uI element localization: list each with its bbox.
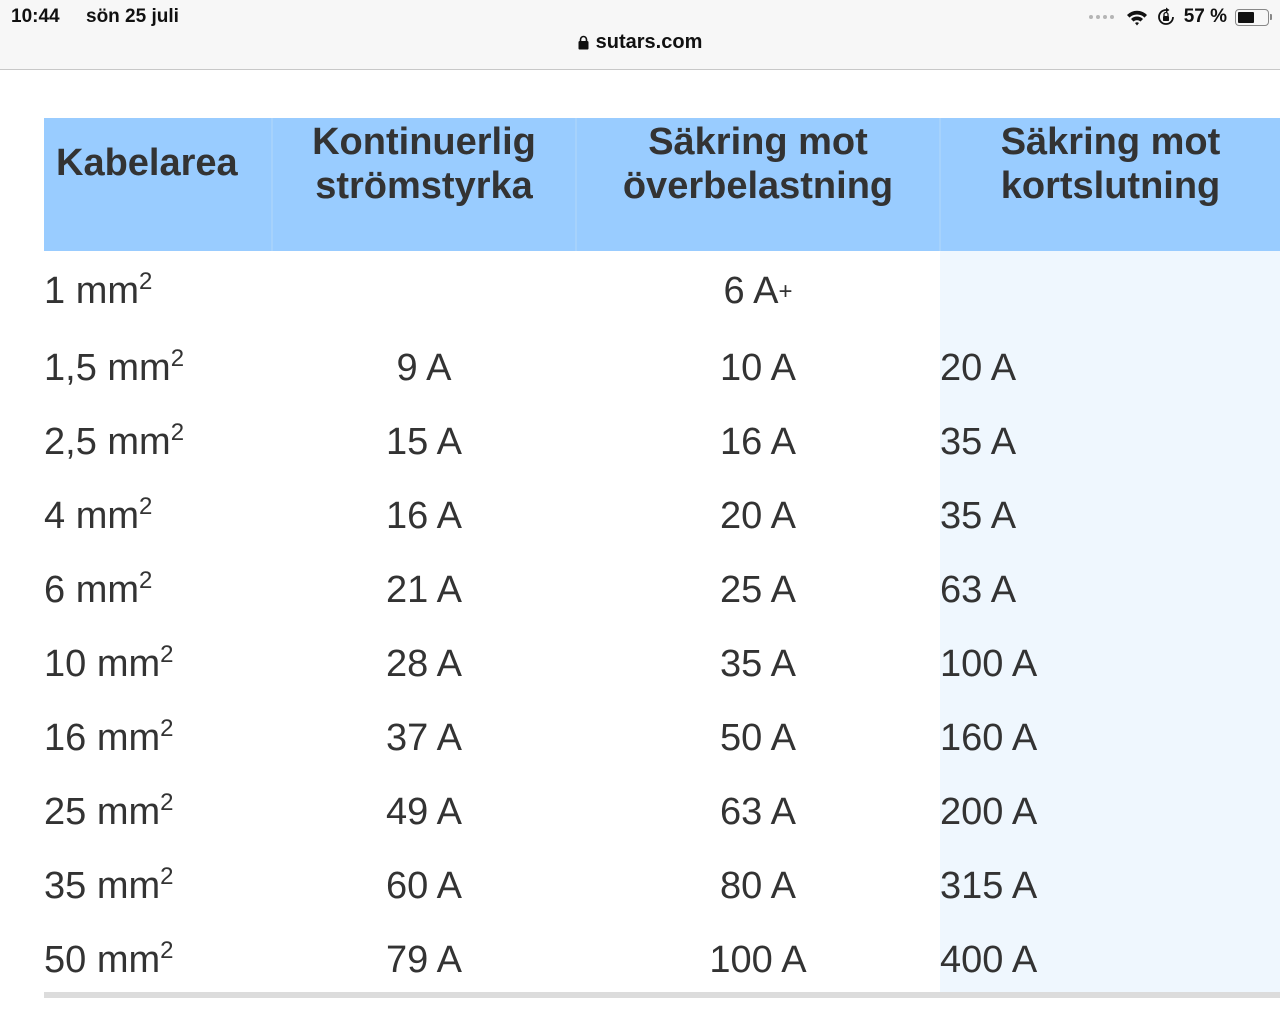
table-row	[44, 701, 1280, 775]
header-short-circuit-fuse	[940, 118, 1280, 251]
cell-area: 35 $mm^2$	[44, 862, 174, 907]
table-row	[44, 849, 1280, 923]
header-text: Kontinuerlig	[312, 121, 536, 163]
cell-short-circuit: 100 A	[940, 627, 1280, 701]
cell-overload: 63 A	[719, 790, 797, 833]
cell-short-circuit: 35 A	[940, 479, 1280, 553]
header-text: strömstyrka	[315, 165, 533, 207]
cell-overload: 16 A	[719, 420, 797, 463]
table-row	[44, 251, 1280, 331]
cell-area: 50 $mm^2$	[44, 936, 174, 981]
header-text: överbelastning	[622, 165, 894, 207]
status-time: 10:44	[11, 6, 60, 27]
signal-dots-icon	[1089, 15, 1114, 19]
cell-continuous: 28 A	[385, 642, 463, 685]
status-indicators	[1089, 5, 1272, 29]
cell-continuous: 49 A	[385, 790, 463, 833]
cell-short-circuit: 315 A	[940, 849, 1280, 923]
header-text: kortslutning	[1000, 165, 1221, 207]
cable-fuse-table	[44, 118, 1280, 997]
table-row	[44, 331, 1280, 405]
header-text: Säkring mot	[1000, 121, 1221, 163]
cell-short-circuit: 160 A	[940, 701, 1280, 775]
lock-icon	[578, 35, 589, 50]
table-row	[44, 479, 1280, 553]
cell-continuous: 21 A	[385, 568, 463, 611]
wifi-icon	[1126, 9, 1148, 26]
cell-area: 2,5 $mm^2$	[44, 418, 185, 463]
table-row	[44, 923, 1280, 997]
table-header-row	[44, 118, 1280, 251]
table-row	[44, 553, 1280, 627]
cell-area: 6 $mm^2$	[44, 566, 153, 611]
cell-short-circuit: 200 A	[940, 775, 1280, 849]
table-row	[44, 775, 1280, 849]
cell-area: 25 $mm^2$	[44, 788, 174, 833]
header-text: Säkring mot	[648, 121, 868, 163]
address-bar[interactable]	[0, 31, 1280, 54]
cell-continuous: 9 A	[396, 346, 452, 389]
header-text: Kabelarea	[56, 142, 238, 184]
cell-short-circuit: 400 A	[940, 923, 1280, 997]
cell-overload: 100 A	[709, 938, 807, 981]
cell-overload: 35 A	[719, 642, 797, 685]
table-row	[44, 405, 1280, 479]
header-overload-fuse	[576, 118, 940, 251]
cell-continuous: 16 A	[385, 494, 463, 537]
cell-overload: 10 A	[719, 346, 797, 389]
table-bottom-border	[44, 992, 1280, 998]
header-continuous-current	[272, 118, 576, 251]
rotation-lock-icon	[1156, 7, 1176, 27]
cell-continuous: 79 A	[385, 938, 463, 981]
battery-icon	[1235, 9, 1272, 26]
cell-continuous: 15 A	[385, 420, 463, 463]
cell-area: 10 $mm^2$	[44, 640, 174, 685]
cell-short-circuit: 20 A	[940, 331, 1280, 405]
cell-overload: 50 A	[719, 716, 797, 759]
cell-short-circuit: 63 A	[940, 553, 1280, 627]
cell-overload: 25 A	[719, 568, 797, 611]
cell-area: 4 $mm^2$	[44, 492, 153, 537]
url-text[interactable]: sutars.com	[595, 31, 703, 53]
cell-short-circuit: 35 A	[940, 405, 1280, 479]
cell-overload: 20 A	[719, 494, 797, 537]
status-date: sön 25 juli	[86, 6, 179, 27]
cell-area: 1 $mm^2$	[44, 267, 153, 312]
cell-continuous: 60 A	[385, 864, 463, 907]
cell-overload: 6 A+	[723, 269, 793, 312]
battery-percent: 57 %	[1183, 6, 1227, 27]
cell-continuous	[272, 251, 576, 331]
cell-continuous: 37 A	[385, 716, 463, 759]
cell-overload: 80 A	[719, 864, 797, 907]
cell-area: 1,5 $mm^2$	[44, 344, 185, 389]
cell-area: 16 $mm^2$	[44, 714, 174, 759]
table-row	[44, 627, 1280, 701]
cell-short-circuit	[940, 251, 1280, 331]
header-cable-area	[44, 118, 272, 251]
